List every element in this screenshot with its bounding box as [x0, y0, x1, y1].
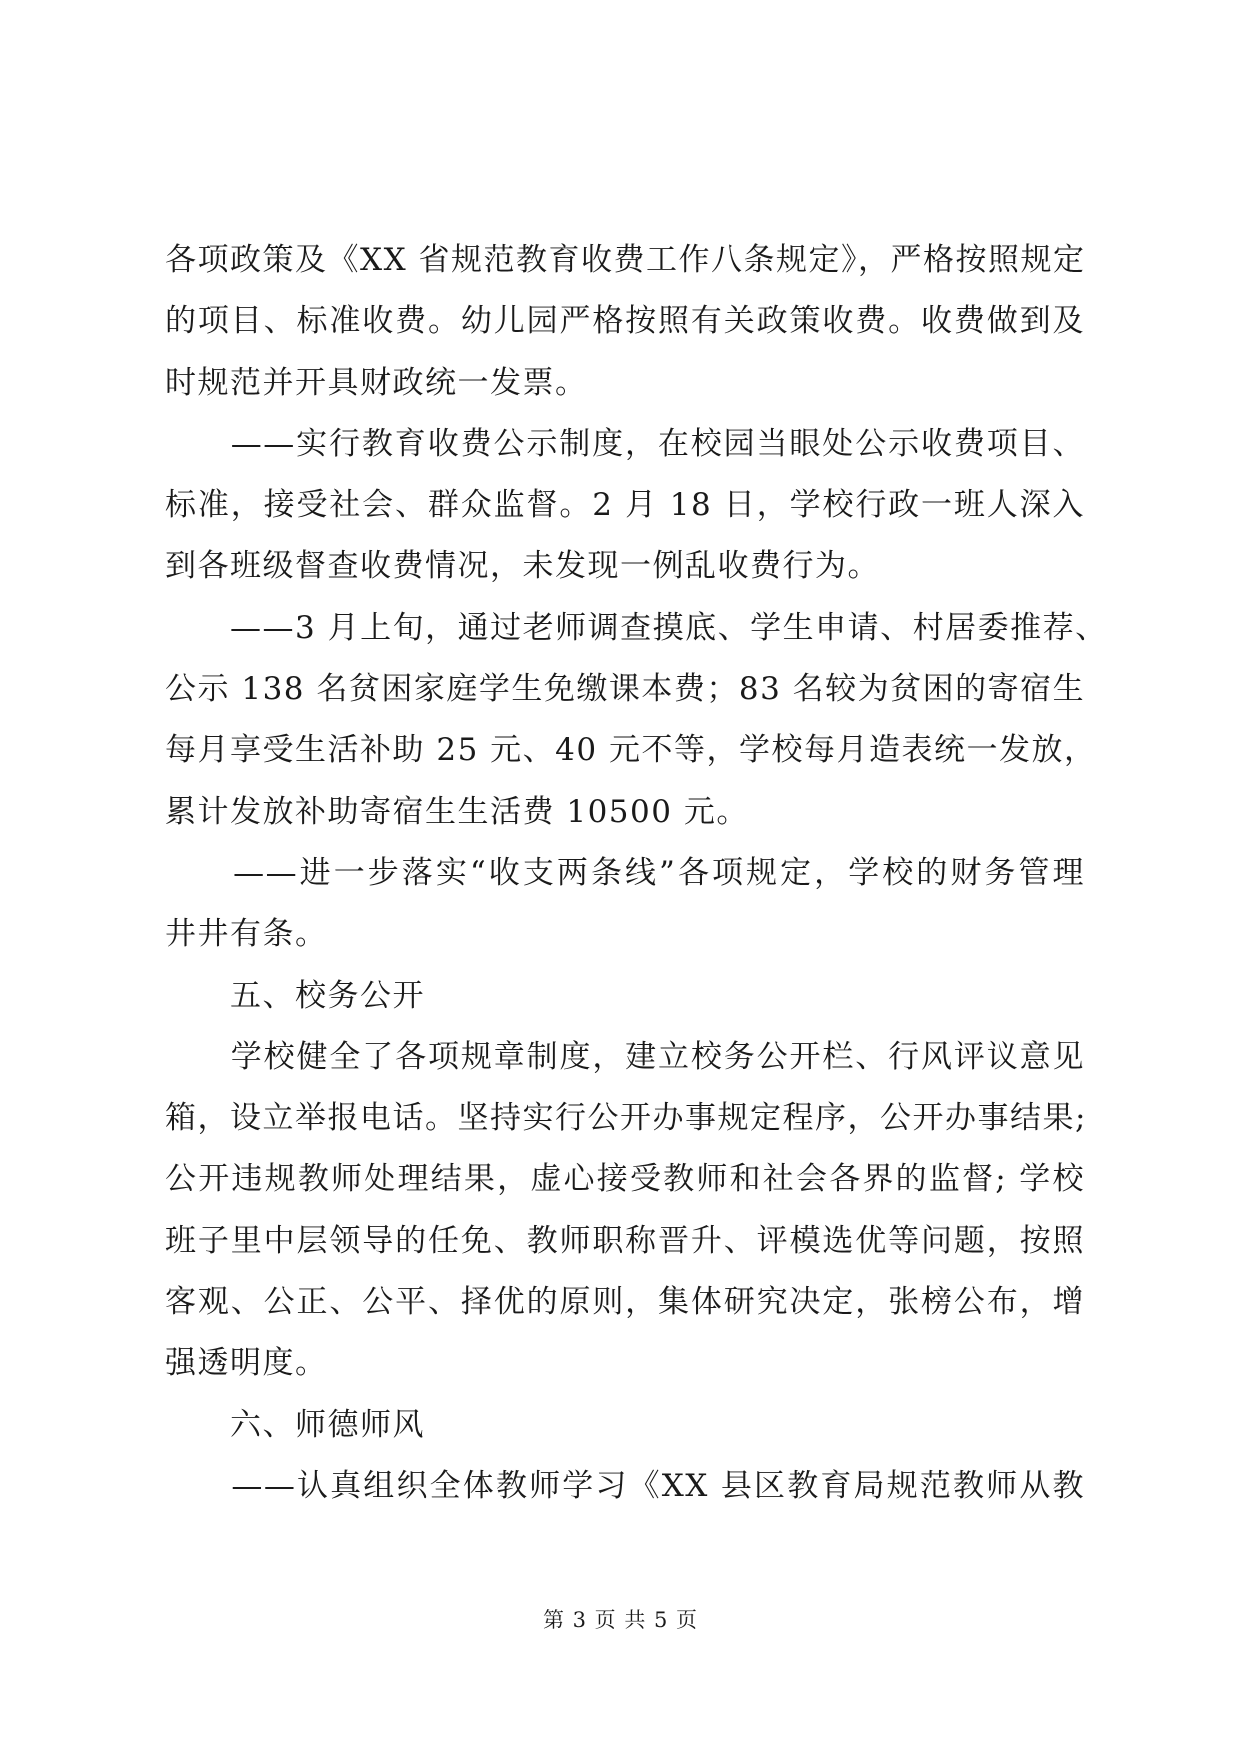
text-line: 标准，接受社会、群众监督。2 月 18 日，学校行政一班人深入 — [165, 487, 1085, 524]
text-line: 各项政策及《XX 省规范教育收费工作八条规定》，严格按照规定 — [165, 242, 1086, 278]
text-line: 公示 138 名贫困家庭学生免缴课本费；83 名较为贫困的寄宿生 — [165, 671, 1086, 708]
text-line: ——3 月上旬，通过老师调查摸底、学生申请、村居委推荐、 — [165, 609, 1108, 646]
document-body — [165, 230, 1108, 1517]
text-line: 箱，设立举报电话。坚持实行公开办事规定程序，公开办事结果; — [165, 1100, 1087, 1137]
text-line: 的项目、标准收费。幼儿园严格按照有关政策收费。收费做到及 — [165, 303, 1085, 340]
text-line: 累计发放补助寄宿生生活费 10500 元。 — [165, 793, 749, 830]
text-line: 井井有条。 — [165, 916, 328, 953]
page-footer: 第 3 页 共 5 页 — [542, 1608, 699, 1632]
text-line: 学校健全了各项规章制度，建立校务公开栏、行风评议意见 — [165, 1038, 1085, 1075]
text-line: 客观、公正、公平、择优的原则，集体研究决定，张榜公布，增 — [165, 1284, 1085, 1321]
text-line: 公开违规教师处理结果，虚心接受教师和社会各界的监督; 学校 — [165, 1161, 1085, 1198]
text-line: 每月享受生活补助 25 元、40 元不等，学校每月造表统一发放， — [165, 732, 1097, 769]
text-line: 到各班级督查收费情况，未发现一例乱收费行为。 — [165, 548, 880, 585]
section-heading: 六、师德师风 — [165, 1406, 425, 1443]
section-heading: 五、校务公开 — [165, 977, 425, 1014]
text-line: ——认真组织全体教师学习《XX 县区教育局规范教师从教 — [165, 1467, 1085, 1504]
text-line: ——实行教育收费公示制度，在校园当眼处公示收费项目、 — [165, 425, 1085, 462]
text-line: 班子里中层领导的任免、教师职称晋升、评模选优等问题，按照 — [165, 1222, 1085, 1259]
text-line: 时规范并开具财政统一发票。 — [165, 364, 588, 401]
text-line: 强透明度。 — [165, 1345, 328, 1382]
text-line: ——进一步落实“收支两条线”各项规定，学校的财务管理 — [165, 854, 1085, 891]
